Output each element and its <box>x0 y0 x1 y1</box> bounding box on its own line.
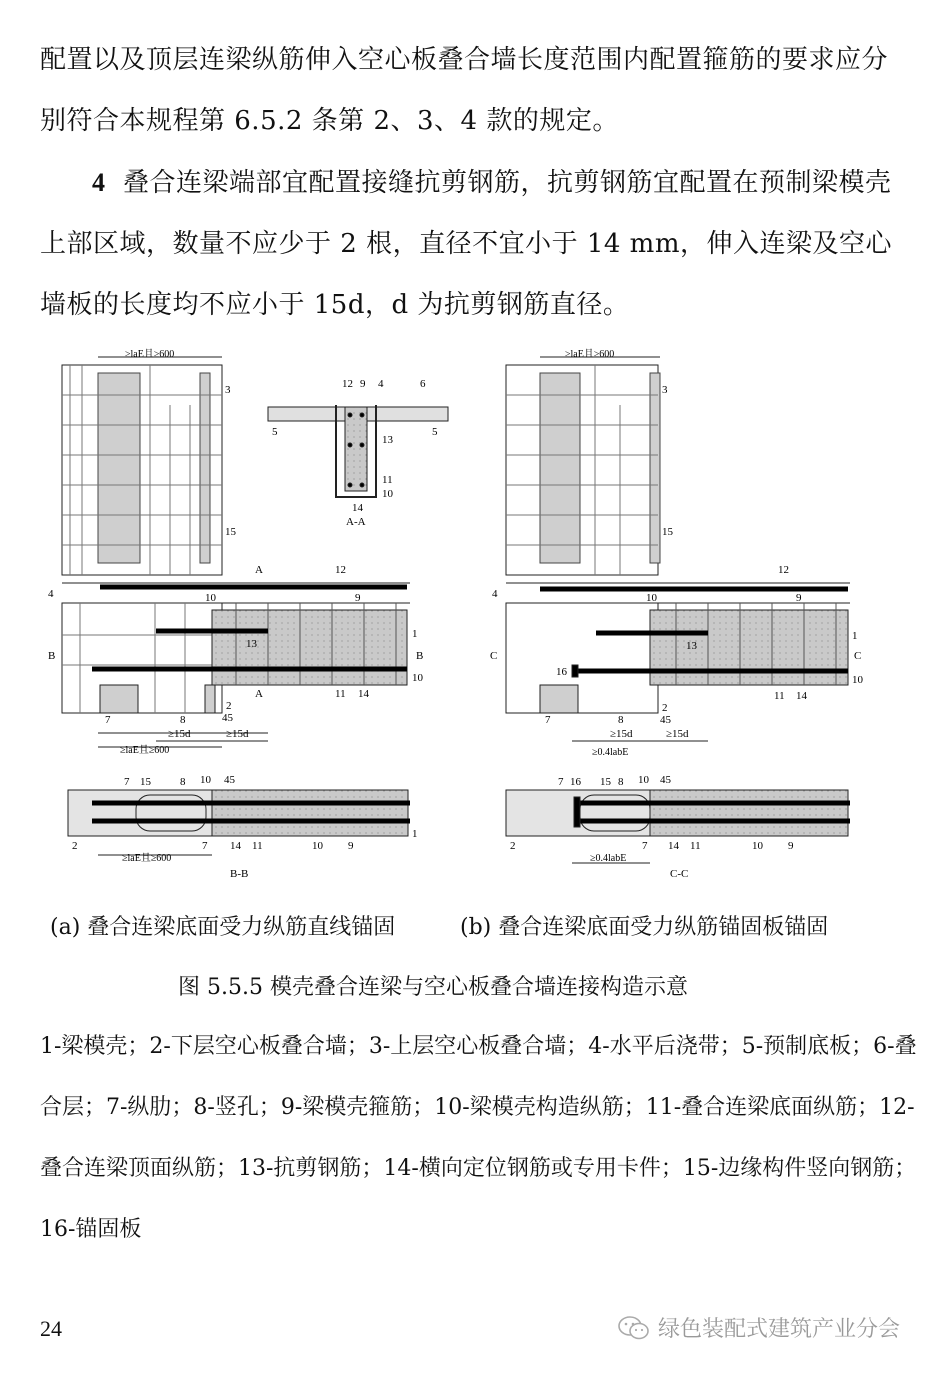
b-label-9: 9 <box>796 592 802 604</box>
bb-label-14: 14 <box>230 840 241 852</box>
label-8: 8 <box>180 714 186 726</box>
cc-label-7: 7 <box>558 776 564 788</box>
section-cc <box>506 790 850 863</box>
figure-title: 图 5.5.5 模壳叠合连梁与空心板叠合墙连接构造示意 <box>178 975 688 1000</box>
label-10: 10 <box>205 592 216 604</box>
page-number: 24 <box>40 1316 62 1341</box>
cc-label-2: 2 <box>510 840 516 852</box>
b-label-1: 1 <box>852 630 858 642</box>
label-12: 12 <box>335 564 346 576</box>
cc-dim: ≥0.4labE <box>590 853 627 864</box>
dim-bottom-a: ≥laE且≥600 <box>120 745 170 756</box>
section-bb-label: B-B <box>230 868 249 880</box>
watermark-text: 绿色装配式建筑产业分会 <box>658 1317 901 1342</box>
label-9: 9 <box>355 592 361 604</box>
cc-label-14: 14 <box>668 840 679 852</box>
label-7: 7 <box>105 714 111 726</box>
cut-a-bottom: A <box>255 688 263 700</box>
bb-label-10: 10 <box>200 774 211 786</box>
b-label-12: 12 <box>778 564 789 576</box>
label-13: 13 <box>246 638 257 650</box>
bb-label-11: 11 <box>252 840 263 852</box>
section-aa <box>268 405 448 497</box>
aa-label-6: 6 <box>420 378 426 390</box>
dim-15d-a2: ≥15d <box>226 728 249 740</box>
b-label-2: 2 <box>662 702 668 714</box>
label-3: 3 <box>225 384 231 396</box>
caption-b: (b) 叠合连梁底面受力纵筋锚固板锚固 <box>460 915 829 940</box>
aa-label-9: 9 <box>360 378 366 390</box>
cc-label-7b: 7 <box>642 840 648 852</box>
dim-15d-a1: ≥15d <box>168 728 191 740</box>
label-10b: 10 <box>412 672 423 684</box>
dim-04-b: ≥0.4labE <box>592 747 629 758</box>
cc-label-15: 15 <box>600 776 611 788</box>
section-cc-label: C-C <box>670 868 689 880</box>
b-label-11: 11 <box>774 690 785 702</box>
cut-a-top: A <box>255 564 263 576</box>
label-4: 4 <box>48 588 54 600</box>
cut-c-left: C <box>490 650 498 662</box>
bb-label-15: 15 <box>140 776 151 788</box>
aa-label-14: 14 <box>352 502 363 514</box>
cut-c-right: C <box>854 650 862 662</box>
dim-top-a: ≥laE且≥600 <box>125 349 175 360</box>
bb-label-2: 2 <box>72 840 78 852</box>
item-number: 4 <box>92 168 106 197</box>
b-label-45: 45 <box>660 714 671 726</box>
wechat-icon <box>618 1315 650 1341</box>
cut-b-right: B <box>416 650 424 662</box>
aa-label-10: 10 <box>382 488 393 500</box>
watermark <box>618 1312 900 1343</box>
label-14: 14 <box>358 688 369 700</box>
aa-label-5a: 5 <box>272 426 278 438</box>
label-1: 1 <box>412 628 418 640</box>
cut-b-left: B <box>48 650 56 662</box>
b-label-8: 8 <box>618 714 624 726</box>
item-text: 叠合连梁端部宜配置接缝抗剪钢筋，抗剪钢筋宜配置在预制梁模壳上部区域，数量不应少于 2 根，直径不宜小于 14 mm，伸入连梁及空心墙板的长度均不应小于 15d，d 为抗剪钢筋直径。 <box>40 168 892 320</box>
bb-label-1: 1 <box>412 828 418 840</box>
b-label-10b: 10 <box>852 674 863 686</box>
cc-label-9: 9 <box>788 840 794 852</box>
bb-label-9: 9 <box>348 840 354 852</box>
cc-label-10b: 10 <box>752 840 763 852</box>
paragraph-item-4 <box>40 152 910 336</box>
b-label-3: 3 <box>662 384 668 396</box>
bb-label-10b: 10 <box>312 840 323 852</box>
bb-label-45: 45 <box>224 774 235 786</box>
caption-a: (a) 叠合连梁底面受力纵筋直线锚固 <box>50 915 396 940</box>
aa-label-11: 11 <box>382 474 393 486</box>
aa-label-5b: 5 <box>432 426 438 438</box>
aa-label-4: 4 <box>378 378 384 390</box>
cc-label-16: 16 <box>570 776 581 788</box>
bb-dim: ≥laE且≥600 <box>122 853 172 864</box>
b-label-16: 16 <box>556 666 567 678</box>
cc-label-10: 10 <box>638 774 649 786</box>
b-label-4: 4 <box>492 588 498 600</box>
label-15: 15 <box>225 526 236 538</box>
b-label-13: 13 <box>686 640 697 652</box>
dim-15d-b2: ≥15d <box>666 728 689 740</box>
b-label-14: 14 <box>796 690 807 702</box>
cc-label-11: 11 <box>690 840 701 852</box>
bb-label-7b: 7 <box>202 840 208 852</box>
cc-label-45: 45 <box>660 774 671 786</box>
label-2: 2 <box>226 700 232 712</box>
b-label-7: 7 <box>545 714 551 726</box>
bb-label-7: 7 <box>124 776 130 788</box>
aa-label-12: 12 <box>342 378 353 390</box>
label-45: 45 <box>222 712 233 724</box>
b-label-15: 15 <box>662 526 673 538</box>
aa-label-13: 13 <box>382 434 393 446</box>
dim-top-b: ≥laE且≥600 <box>565 349 615 360</box>
section-aa-label: A-A <box>346 516 366 528</box>
construction-figure <box>40 345 870 885</box>
dim-15d-b1: ≥15d <box>610 728 633 740</box>
b-label-10: 10 <box>646 592 657 604</box>
figure-legend: 1-梁模壳；2-下层空心板叠合墙；3-上层空心板叠合墙；4-水平后浇带；5-预制底板；6-叠合层；7-纵肋；8-竖孔；9-梁模壳箍筋；10-梁模壳构造纵筋；11-叠合连梁底面纵筋；12-叠合连梁顶面纵筋；13-抗剪钢筋；14-横向定位钢筋或专用卡件；15-边缘构件竖向钢筋；16-锚固板 <box>40 1034 917 1242</box>
cc-label-8: 8 <box>618 776 624 788</box>
label-11: 11 <box>335 688 346 700</box>
elevation-b <box>506 357 850 741</box>
bb-label-8: 8 <box>180 776 186 788</box>
paragraph-continuation: 配置以及顶层连梁纵筋伸入空心板叠合墙长度范围内配置箍筋的要求应分别符合本规程第 6.5.2 条第 2、3、4 款的规定。 <box>40 45 889 136</box>
